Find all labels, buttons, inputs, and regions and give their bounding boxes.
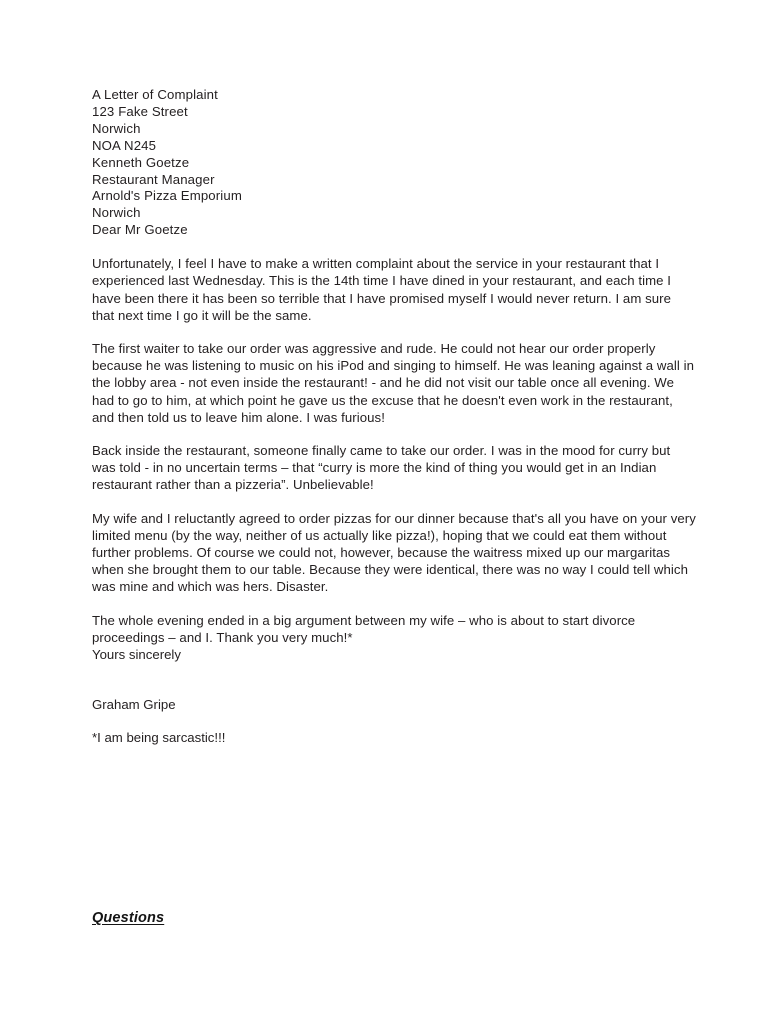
footnote: *I am being sarcastic!!! [92,730,226,746]
address-block [92,87,696,239]
letter-paragraph-1: Unfortunately, I feel I have to make a written complaint about the service in your restaurant that I experienced last Wednesday. This is the 14th time I have dined in your restaurant, and each time I have been there it has been so terrible that I have promised myself I would never return. I am sure that next time I go it will be the same. [92,256,672,323]
recipient-city: Norwich [92,205,141,221]
address-line-postcode: NOA N245 [92,137,157,153]
letter-paragraph-5: The whole evening ended in a big argument between my wife – who is about to start divorce proceedings – and I. Thank you very much!* [92,612,636,645]
letter-paragraph-3: Back inside the restaurant, someone finally came to take our order. I was in the mood for curry but was told - in no uncertain terms – that “curry is more the kind of thing you would get in an Indian restaurant rather than a pizzeria”. Unbelievable! [92,442,671,493]
sign-off: Yours sincerely [92,647,181,663]
letter-content [92,87,696,747]
address-line-street: 123 Fake Street [92,103,188,119]
letter-paragraph-2: The first waiter to take our order was aggressive and rude. He could not hear our order properly because he was listening to music on his iPod and singing to himself. He was leaning against a wall in the lobby area - not even inside the restaurant! - and he did not visit our table once all evening. We had to go to him, at which point he gave us the excuse that he doesn't even work in the restaurant, and then told us to leave him alone. I was furious! [92,340,694,425]
salutation: Dear Mr Goetze [92,222,188,238]
signature-name: Graham Gripe [92,697,176,713]
recipient-name: Kenneth Goetze [92,154,190,170]
address-line-title: A Letter of Complaint [92,87,218,102]
letter-paragraph-4: My wife and I reluctantly agreed to order pizzas for our dinner because that's all you have on your very limited menu (by the way, neither of us actually like pizza!), hoping that we could eat them without further problems. Of course we could not, however, because the waitress mixed up our margaritas when she brought them to our table. Because they were identical, there was no way I could tell which was mine and which was hers. Disaster. [92,510,696,595]
questions-section-heading: Questions [92,910,165,926]
recipient-role: Restaurant Manager [92,171,215,187]
recipient-company: Arnold's Pizza Emporium [92,188,242,204]
address-line-city: Norwich [92,120,141,136]
